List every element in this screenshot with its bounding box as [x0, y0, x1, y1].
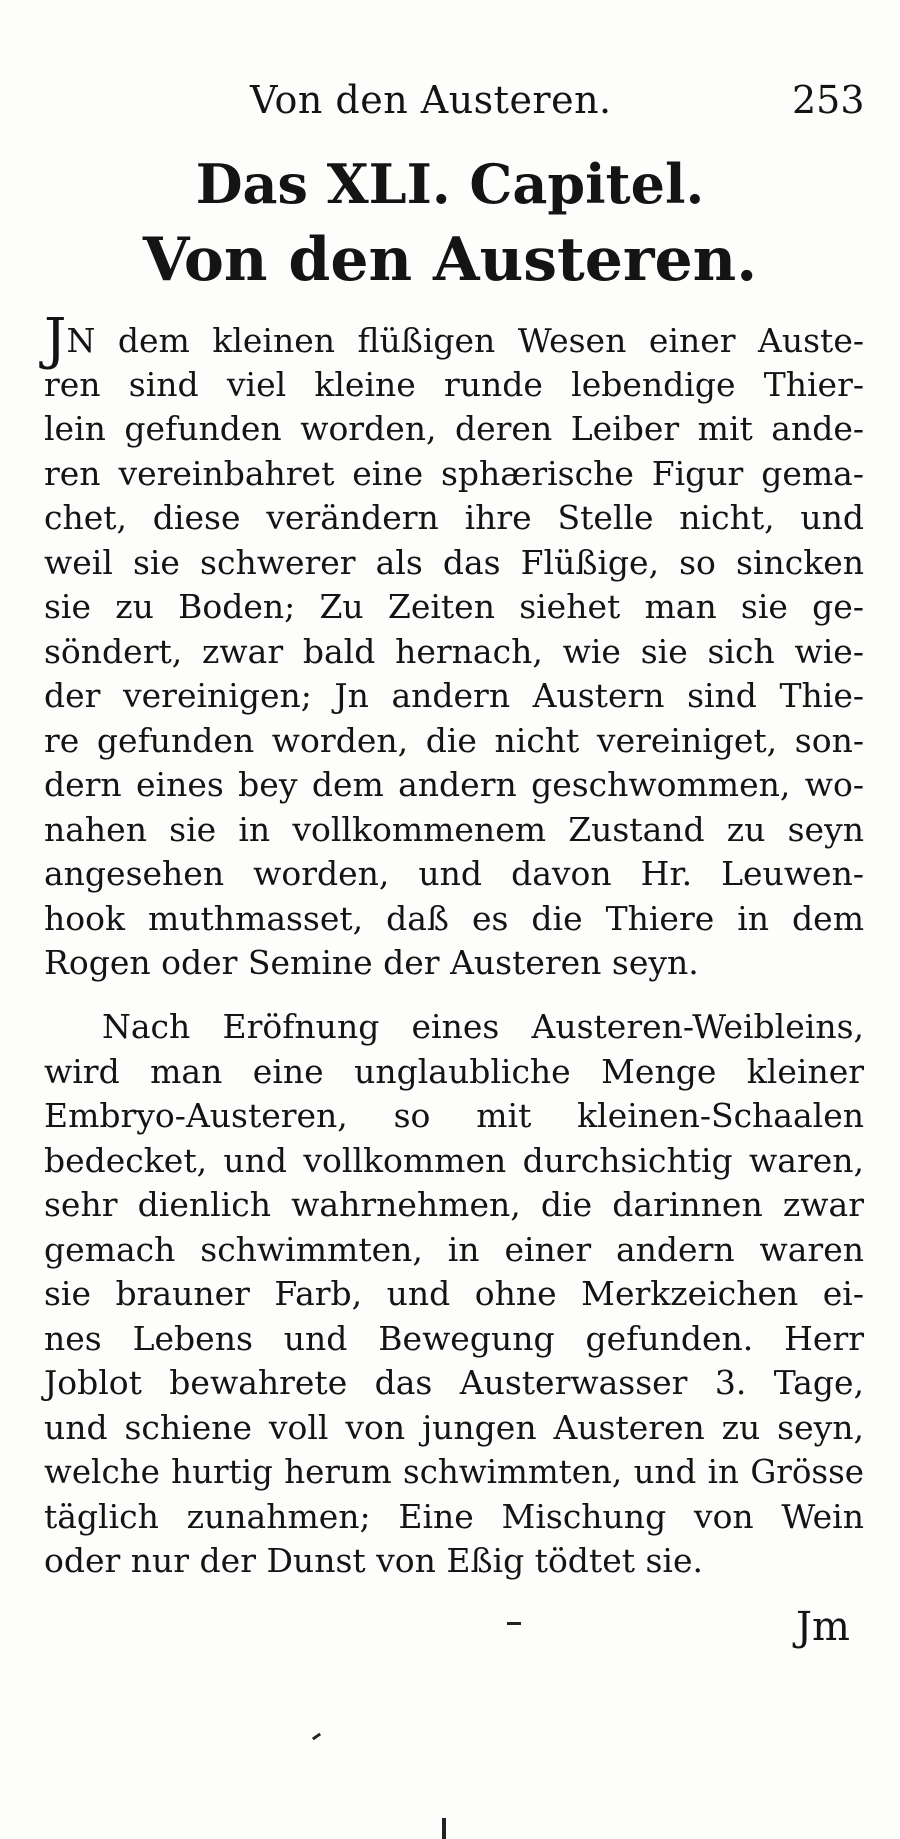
text-line: ren sind viel kleine runde lebendige Thier- [44, 364, 864, 404]
text-line: nes Lebens und Bewegung gefunden. Herr [44, 1318, 864, 1358]
text-line: täglich zunahmen; Eine Mischung von Wein [44, 1496, 864, 1536]
text-line: dern eines bey dem andern geschwommen, wo- [44, 765, 864, 804]
text-line: lein gefunden worden, deren Leiber mit ande- [44, 409, 864, 448]
text-line: gemach schwimmten, in einer andern waren [44, 1229, 864, 1269]
ink-speck [507, 1622, 521, 1625]
text-line: welche hurtig herum schwimmten, und in Grösse [44, 1453, 864, 1491]
text-line: Nach Eröfnung eines Austeren-Weibleins, [102, 1007, 864, 1046]
text-line: Embryo-Austeren, so mit kleinen-Schaalen [44, 1096, 864, 1135]
text-line: sie zu Boden; Zu Zeiten siehet man sie ge- [44, 587, 864, 626]
text-line: der vereinigen; Jn andern Austern sind Thie- [44, 676, 864, 715]
text-line: chet, diese verändern ihre Stelle nicht, und [44, 498, 864, 537]
paragraph-1 [44, 307, 864, 986]
catchword: Jm [796, 1604, 850, 1650]
text-line: sehr dienlich wahrnehmen, die darinnen zwar [44, 1185, 864, 1224]
text-line: weil sie schwerer als das Flüßige, so sincken [44, 542, 864, 582]
ink-speck [312, 1733, 321, 1741]
text-line: Rogen oder Semine der Austeren seyn. [44, 943, 699, 982]
text-line: bedecket, und vollkommen durchsichtig waren, [44, 1140, 864, 1180]
chapter-title: Von den Austeren. [142, 225, 758, 295]
chapter-heading: Das XLI. Capitel. [195, 152, 705, 216]
ink-speck [442, 1818, 446, 1839]
text-line: Joblot bewahrete das Austerwasser 3. Tage, [44, 1363, 864, 1402]
text-line: re gefunden worden, die nicht vereiniget, son- [44, 720, 864, 760]
text-line: und schiene voll von jungen Austeren zu seyn, [44, 1407, 864, 1447]
drop-cap: J [44, 307, 67, 372]
text-line: ren vereinbahret eine sphærische Figur gema- [44, 453, 864, 493]
text-line: oder nur der Dunst von Eßig tödtet sie. [44, 1541, 703, 1580]
text-line: söndert, zwar bald hernach, wie sie sich wie- [44, 631, 864, 671]
text-line [44, 307, 864, 372]
page-number: 253 [792, 78, 865, 122]
text-line: hook muthmasset, daß es die Thiere in dem [44, 898, 864, 938]
text-line: angesehen worden, und davon Hr. Leuwen- [44, 854, 864, 893]
running-title: Von den Austeren. [250, 78, 612, 122]
text-line: sie brauner Farb, und ohne Merkzeichen ei- [44, 1274, 864, 1313]
paragraph-2 [44, 1005, 864, 1584]
text-line: wird man eine unglaubliche Menge kleiner [44, 1051, 864, 1091]
text-line-content: N dem kleinen flüßigen Wesen einer Auste- [66, 321, 864, 360]
text-line: nahen sie in vollkommenem Zustand zu seyn [44, 809, 864, 849]
